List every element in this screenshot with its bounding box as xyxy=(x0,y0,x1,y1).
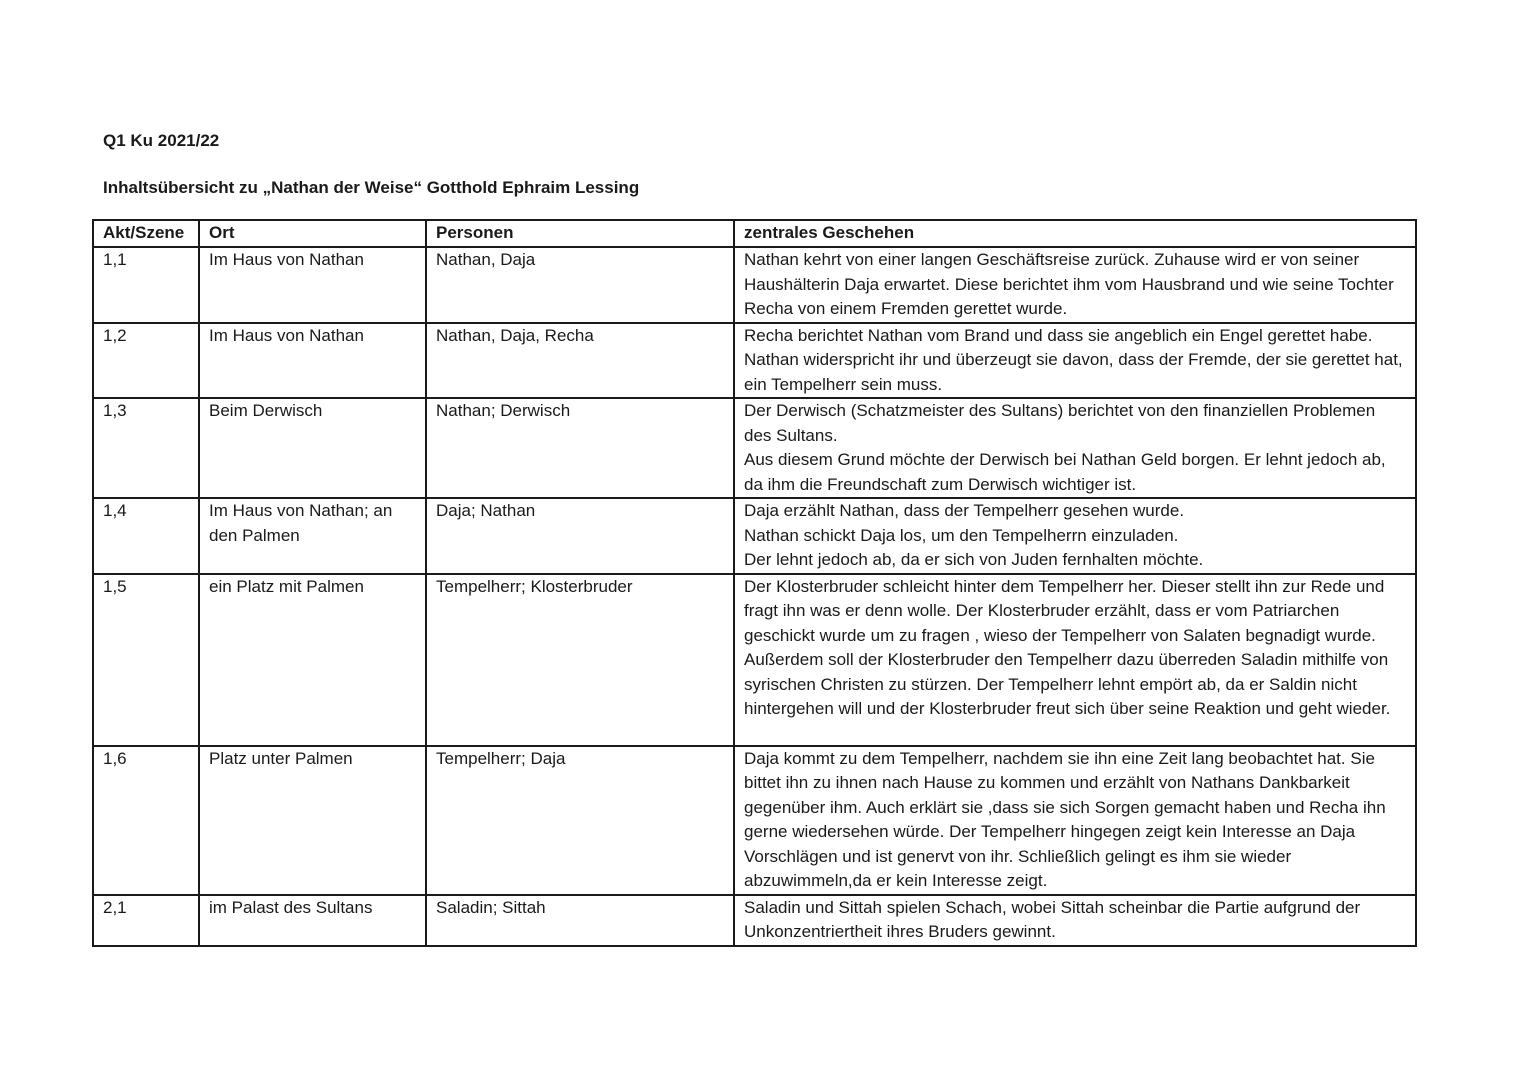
column-header-place: Ort xyxy=(199,220,426,247)
course-label: Q1 Ku 2021/22 xyxy=(103,131,220,150)
scene-cell: 1,1 xyxy=(93,247,199,323)
place-cell: Im Haus von Nathan xyxy=(199,247,426,323)
document-title: Inhaltsübersicht zu „Nathan der Weise“ Gotthold Ephraim Lessing xyxy=(103,178,640,197)
table-row xyxy=(93,746,1416,895)
events-text: Daja kommt zu dem Tempelherr, nachdem sie ihn eine Zeit lang beobachtet hat. Sie bittet ihn zu ihnen nach Hause zu kommen und erzählt von Nathans Dankbarkeit gegenüber ihm. Auch erklärt sie ,dass sie sich Sorgen gemacht haben und Recha ihn gerne wiedersehen würde. Der Tempelherr hingegen zeigt kein Interesse an Daja Vorschlägen und ist genervt von ihr. Schließlich gelingt es ihm sie wieder abzuwimmeln,da er kein Interesse zeigt. xyxy=(744,748,1386,890)
events-cell xyxy=(734,895,1416,946)
events-text: Der Derwisch (Schatzmeister des Sultans) berichtet von den finanziellen Problemen des Sultans. Aus diesem Grund möchte der Derwisch bei Nathan Geld borgen. Er lehnt jedoch ab, da ihm die Freundschaft zum Derwisch wichtiger ist. xyxy=(744,401,1386,494)
events-cell xyxy=(734,498,1416,574)
persons-cell: Nathan, Daja xyxy=(426,247,734,323)
persons-cell: Tempelherr; Klosterbruder xyxy=(426,574,734,746)
table-row xyxy=(93,574,1416,746)
place-cell: im Palast des Sultans xyxy=(199,895,426,946)
table-row xyxy=(93,247,1416,323)
scene-cell: 1,2 xyxy=(93,323,199,399)
place-cell: Platz unter Palmen xyxy=(199,746,426,895)
events-cell xyxy=(734,574,1416,746)
persons-cell: Nathan; Derwisch xyxy=(426,398,734,498)
scene-cell: 2,1 xyxy=(93,895,199,946)
place-cell: Beim Derwisch xyxy=(199,398,426,498)
persons-cell: Daja; Nathan xyxy=(426,498,734,574)
content-overview-table xyxy=(92,219,1417,947)
table-header-row xyxy=(93,220,1416,247)
persons-cell: Saladin; Sittah xyxy=(426,895,734,946)
events-text: Recha berichtet Nathan vom Brand und dass sie angeblich ein Engel gerettet habe. Nathan widerspricht ihr und überzeugt sie davon, dass der Fremde, der sie gerettet hat, ein Tempelherr sein muss. xyxy=(744,325,1403,394)
place-cell: Im Haus von Nathan xyxy=(199,323,426,399)
column-header-persons: Personen xyxy=(426,220,734,247)
events-cell xyxy=(734,323,1416,399)
persons-cell: Tempelherr; Daja xyxy=(426,746,734,895)
events-cell xyxy=(734,247,1416,323)
table-row xyxy=(93,498,1416,574)
place-cell: Im Haus von Nathan; an den Palmen xyxy=(199,498,426,574)
table-row xyxy=(93,398,1416,498)
place-cell: ein Platz mit Palmen xyxy=(199,574,426,746)
scene-cell: 1,6 xyxy=(93,746,199,895)
persons-cell: Nathan, Daja, Recha xyxy=(426,323,734,399)
table-row xyxy=(93,895,1416,946)
events-cell xyxy=(734,746,1416,895)
table-row xyxy=(93,323,1416,399)
events-text: Daja erzählt Nathan, dass der Tempelherr gesehen wurde. Nathan schickt Daja los, um den Tempelherrn einzuladen. Der lehnt jedoch ab, da er sich von Juden fernhalten möchte. xyxy=(744,501,1204,569)
scene-cell: 1,4 xyxy=(93,498,199,574)
scene-cell: 1,3 xyxy=(93,398,199,498)
events-cell xyxy=(734,398,1416,498)
events-text: Nathan kehrt von einer langen Geschäftsreise zurück. Zuhause wird er von seiner Haushälterin Daja erwartet. Diese berichtet ihm vom Hausbrand und wie seine Tochter Recha von einem Fremden gerettet wurde. xyxy=(744,250,1394,318)
column-header-scene: Akt/Szene xyxy=(93,220,199,247)
column-header-events: zentrales Geschehen xyxy=(734,220,1416,247)
events-text: Saladin und Sittah spielen Schach, wobei Sittah scheinbar die Partie aufgrund der Unkonzentriertheit ihres Bruders gewinnt. xyxy=(744,897,1361,941)
scene-cell: 1,5 xyxy=(93,574,199,746)
events-text: Der Klosterbruder schleicht hinter dem Tempelherr her. Dieser stellt ihn zur Rede und fragt ihn was er denn wolle. Der Klosterbruder erzählt, dass er vom Patriarchen geschickt wurde um zu fragen , wieso der Tempelherr von Salaten begnadigt wurde. Außerdem soll der Klosterbruder den Tempelherr dazu überreden Saladin mithilfe von syrischen Christen zu stürzen. Der Tempelherr lehnt empört ab, da er Saldin nicht hintergehen will und der Klosterbruder freut sich über seine Reaktion und geht wieder. xyxy=(744,576,1391,718)
